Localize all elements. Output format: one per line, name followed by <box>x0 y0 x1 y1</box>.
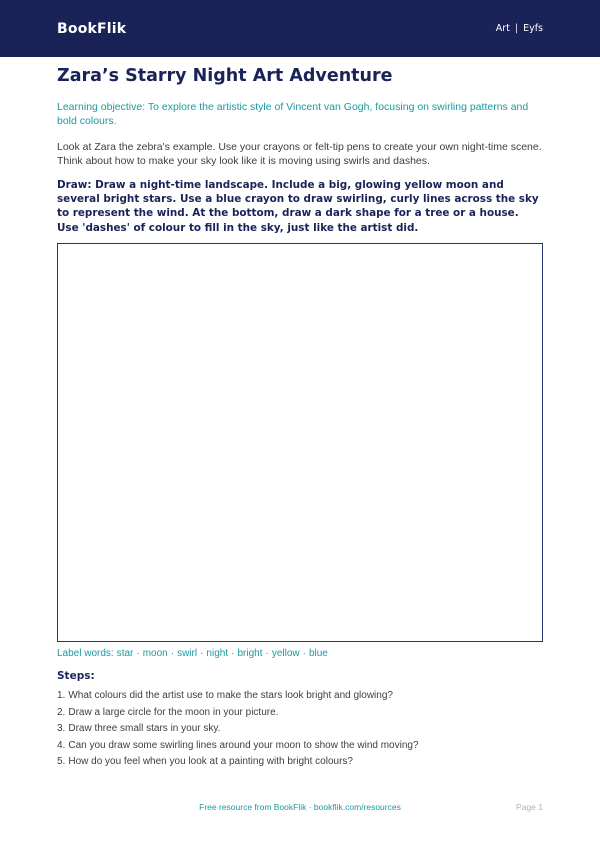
label-word: swirl <box>177 648 198 659</box>
label-word: star <box>116 648 134 659</box>
page-title: Zara’s Starry Night Art Adventure <box>57 66 393 86</box>
step-number: 2. <box>57 706 66 718</box>
label-words-prefix: Label words: <box>57 648 114 659</box>
label-words <box>57 648 328 659</box>
step-text: What colours did the artist use to make the stars look bright and glowing? <box>68 690 393 701</box>
steps-heading: Steps: <box>57 670 95 682</box>
step-item <box>57 705 419 722</box>
label-word: bright <box>237 648 263 659</box>
draw-instruction: Draw: Draw a night-time landscape. Include a big, glowing yellow moon and several bright stars. Use a blue crayon to draw swirling, curly lines across the sky to represent the wind. At the bottom, draw a dark shape for a tree or a house. Use 'dashes' of colour to fill in the sky, just like the artist did. <box>57 179 539 234</box>
word-separator: · <box>231 648 235 659</box>
label-word: moon <box>142 648 168 659</box>
step-number: 3. <box>57 723 66 734</box>
word-separator: · <box>265 648 269 659</box>
footer-resource-link[interactable]: Free resource from BookFlik · bookflik.com/resources <box>199 802 401 812</box>
step-text: Draw a large circle for the moon in your picture. <box>68 706 279 718</box>
header-bar <box>0 0 600 57</box>
word-separator: · <box>200 648 204 659</box>
label-word: blue <box>308 648 328 659</box>
intro-text: Look at Zara the zebra's example. Use your crayons or felt-tip pens to create your own night-time scene. Think about how to make your sky look like it is moving using swirls and dashes. <box>57 141 542 167</box>
drawing-area[interactable] <box>57 243 543 642</box>
step-item <box>57 721 419 738</box>
subject-label: Art <box>495 23 510 34</box>
step-text: Draw three small stars in your sky. <box>68 723 221 734</box>
label-word: yellow <box>271 648 300 659</box>
learning-objective: Learning objective: To explore the artistic style of Vincent van Gogh, focusing on swirling patterns and bold colours. <box>57 101 529 127</box>
subject-level <box>496 23 543 34</box>
step-number: 1. <box>57 690 66 701</box>
step-number: 4. <box>57 739 66 751</box>
step-text: Can you draw some swirling lines around your moon to show the wind moving? <box>68 739 419 751</box>
worksheet-content <box>57 65 543 235</box>
step-text: How do you feel when you look at a painting with bright colours? <box>68 756 353 767</box>
page-number: Page 1 <box>516 802 543 812</box>
word-separator: · <box>136 648 140 659</box>
step-item <box>57 688 419 705</box>
word-separator: · <box>170 648 175 659</box>
level-label: Eyfs <box>523 23 543 34</box>
step-number: 5. <box>57 756 66 767</box>
step-item <box>57 738 419 755</box>
subject-separator: | <box>514 23 519 34</box>
step-item <box>57 754 419 771</box>
steps-list <box>57 688 419 771</box>
label-word: night <box>206 648 229 659</box>
word-separator: · <box>302 648 306 659</box>
brand-logo[interactable]: BookFlik <box>57 20 127 37</box>
